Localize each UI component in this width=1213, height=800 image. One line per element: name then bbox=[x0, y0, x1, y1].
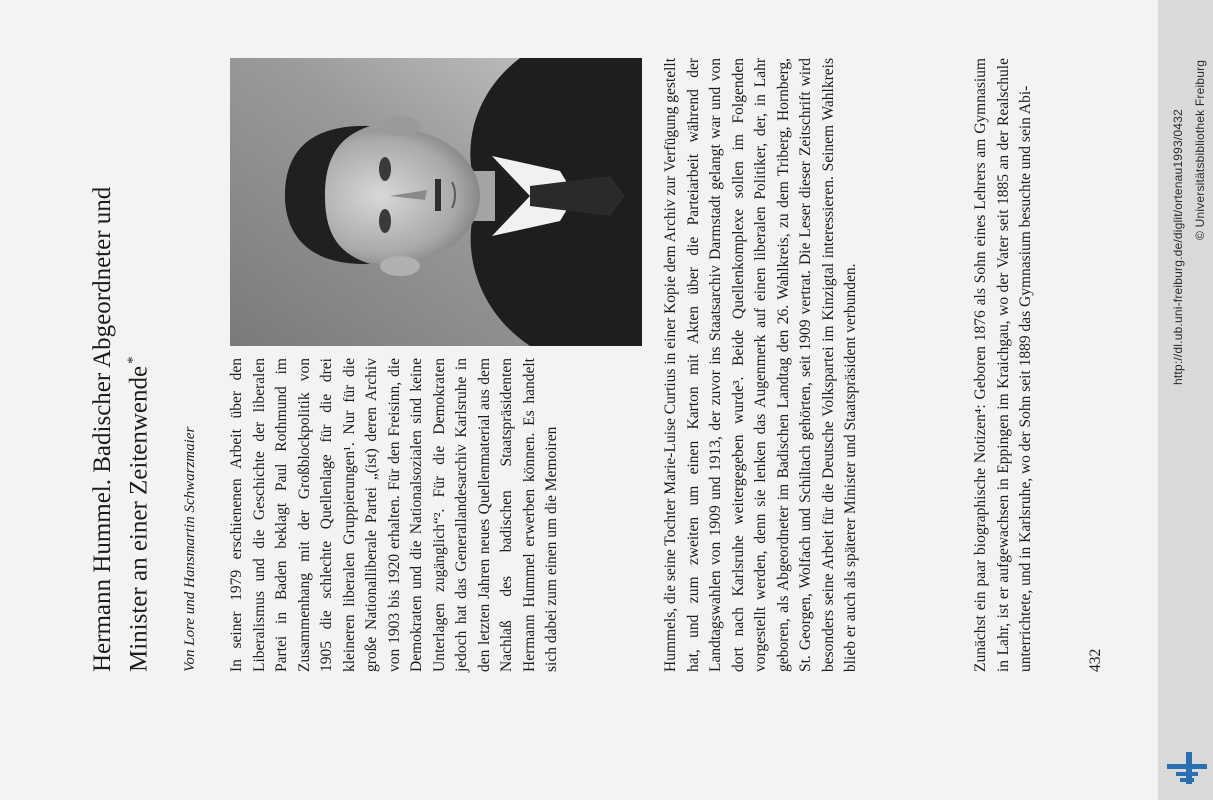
article-title-text: Hermann Hummel. Badischer Abgeordneter und Minister an einer Zeitenwende bbox=[89, 186, 153, 672]
paragraph-biography: Zunächst ein paar biographische Notizen⁴: Geboren 1876 als Sohn eines Lehrers am Gymnasium in Lahr, ist er aufgewachsen in Eppingen im Kraichgau, wo der Vater seit 1885 an der Realschule unterrichtete, und in Karlsruhe, wo der Sohn seit 1889 das Gymnasium besuchte und sein Abi- bbox=[972, 58, 1034, 672]
source-url-link[interactable]: http://dl.ub.uni-freiburg.de/diglit/ortenau1993/0432 bbox=[1171, 109, 1185, 385]
paragraph-intro-continued: Hummels, die seine Tochter Marie-Luise Curtius in einer Kopie dem Archiv zur Verfügung gestellt hat, und zum zweiten um einen Karton mit Akten über die Parteiarbeit während der Landtagswahlen von 1909 und 1913, der zuvor ins Staatsarchiv Darmstadt gelangt war und von dort nach Karlsruhe weitergegeben wurde³. Beide Quellenkomplexe sollen im Folgenden vorgestellt werden, denn sie lenken das Augenmerk auf einen liberalen Politiker, der, in Lahr geboren, als Abgeordneter im Badischen Landtag den 26. Wahlkreis, zu dem Triberg, Hornberg, St. Georgen, Wolfach und Schiltach gehörten, seit 1909 vertrat. Die Leser dieser Zeitschrift wird besonders seine Arbeit für die Deutsche Volkspartei im Kinzigtal interessieren. Seinem Wahlkreis blieb er auch als späterer Minister und Staatspräsident verbunden. bbox=[662, 58, 859, 672]
portrait-photo-icon bbox=[230, 58, 642, 346]
copyright-notice: © Universitätsbibliothek Freiburg bbox=[1193, 59, 1207, 240]
article-authors: Von Lore und Hansmartin Schwarzmaier bbox=[182, 426, 198, 672]
paragraph-intro: In seiner 1979 erschienenen Arbeit über den Liberalismus und die Geschichte der liberalen Partei in Baden beklagt Paul Rothmund im Zusammenhang mit der Großblockpolitik von 1905 die schlechte Quellenlage für die drei kleineren liberalen Gruppierungen¹. Nur für die große Nationalliberale Partei „(ist) deren Archiv von 1903 bis 1920 erhalten. Für den Freisinn, die Demokraten und die Nationalsozialen sind keine Unterlagen zugänglich“². Für die Demokraten jedoch hat das Generallandesarchiv Karlsruhe in den letzten Jahren neues Quellenmaterial aus dem Nachlaß des badischen Staatspräsidenten Hermann Hummel erwerben können. Es handelt sich dabei zum einen um die Memoiren bbox=[228, 358, 560, 672]
article-title bbox=[88, 112, 154, 672]
page-number: 432 bbox=[1087, 648, 1104, 672]
ub-freiburg-logo-icon bbox=[1166, 748, 1208, 788]
title-footnote-mark: * bbox=[125, 356, 141, 364]
